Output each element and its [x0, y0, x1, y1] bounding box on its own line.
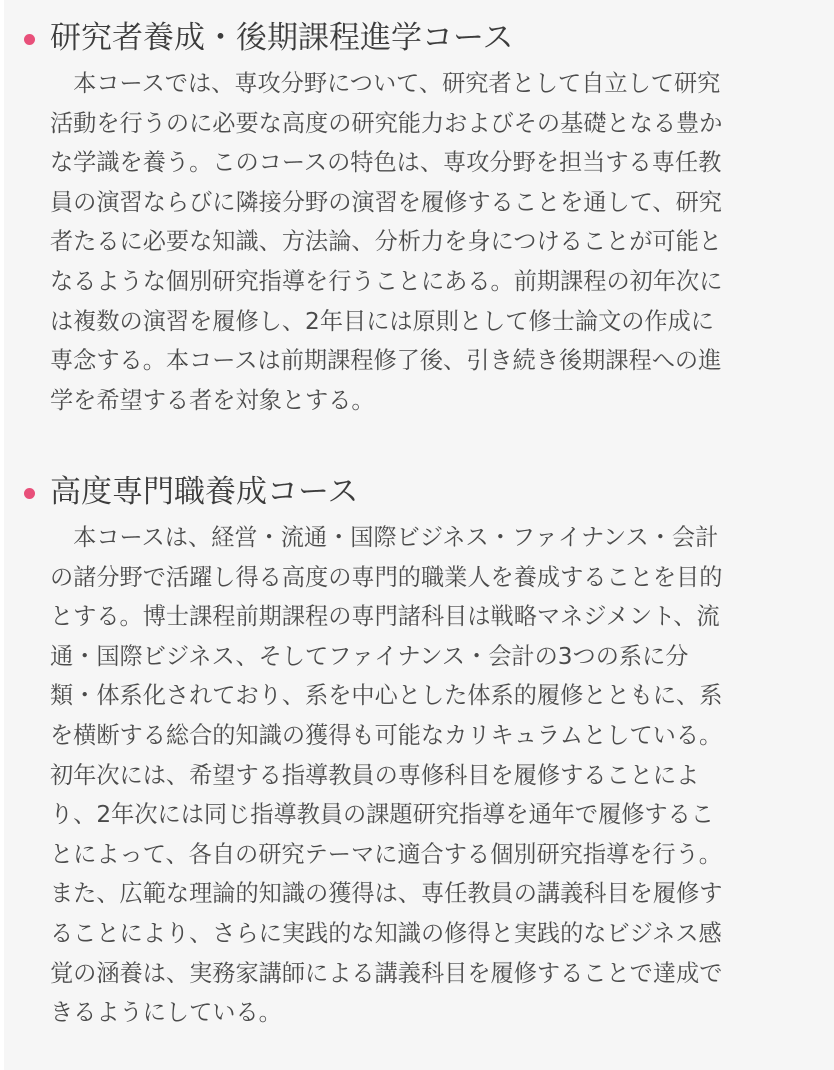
body-line: を横断する総合的知識の獲得も可能なカリキュラムとしている。 — [50, 721, 723, 749]
section-heading — [4, 470, 834, 514]
section-heading — [4, 16, 834, 60]
bullet-icon — [24, 488, 35, 499]
body-line: 学を希望する者を対象とする。 — [50, 386, 375, 414]
section-title: 高度専門職養成コース — [50, 474, 359, 510]
body-line: 初年次には、希望する指導教員の専修科目を履修することによ — [50, 761, 700, 789]
bullet-icon — [24, 34, 35, 45]
body-line: の諸分野で活躍し得る高度の専門的職業人を養成することを目的 — [50, 563, 723, 591]
course-description-page — [4, 0, 834, 1070]
body-line: ることにより、さらに実践的な知識の修得と実践的なビジネス感 — [50, 919, 722, 947]
body-line: 専念する。本コースは前期課程修了後、引き続き後期課程への進 — [50, 347, 722, 375]
course-section-researcher — [4, 16, 834, 420]
body-line: 本コースは、経営・流通・国際ビジネス・ファイナンス・会計 — [50, 524, 719, 551]
body-line: きるようにしている。 — [50, 999, 282, 1027]
body-line: とする。博士課程前期課程の専門諸科目は戦略マネジメント、流 — [50, 603, 720, 631]
body-line: 者たるに必要な知識、方法論、分析力を身につけることが可能と — [50, 228, 722, 256]
course-section-professional — [4, 470, 834, 1033]
body-line: 通・国際ビジネス、そしてファイナンス・会計の3つの系に分 — [50, 642, 689, 670]
body-line: 本コースでは、専攻分野について、研究者として自立して研究 — [50, 70, 721, 97]
body-line: 活動を行うのに必要な高度の研究能力およびその基礎となる豊か — [50, 109, 723, 137]
body-line: なるような個別研究指導を行うことにある。前期課程の初年次に — [50, 267, 723, 295]
body-line: 員の演習ならびに隣接分野の演習を履修することを通して、研究 — [50, 188, 722, 216]
body-line: は複数の演習を履修し、2年目には原則として修士論文の作成に — [50, 307, 714, 335]
section-title: 研究者養成・後期課程進学コース — [50, 20, 514, 56]
section-body — [50, 64, 802, 420]
body-line: とによって、各自の研究テーマに適合する個別研究指導を行う。 — [50, 840, 722, 868]
body-line: また、広範な理論的知識の獲得は、専任教員の講義科目を履修す — [50, 880, 723, 908]
body-line: な学識を養う。このコースの特色は、専攻分野を担当する専任教 — [50, 149, 722, 177]
body-line: り、2年次には同じ指導教員の課題研究指導を通年で履修するこ — [50, 801, 714, 829]
body-line: 覚の涵養は、実務家講師による講義科目を履修することで達成で — [50, 959, 723, 987]
section-body — [50, 518, 802, 1033]
body-line: 類・体系化されており、系を中心とした体系的履修とともに、系 — [50, 682, 723, 710]
